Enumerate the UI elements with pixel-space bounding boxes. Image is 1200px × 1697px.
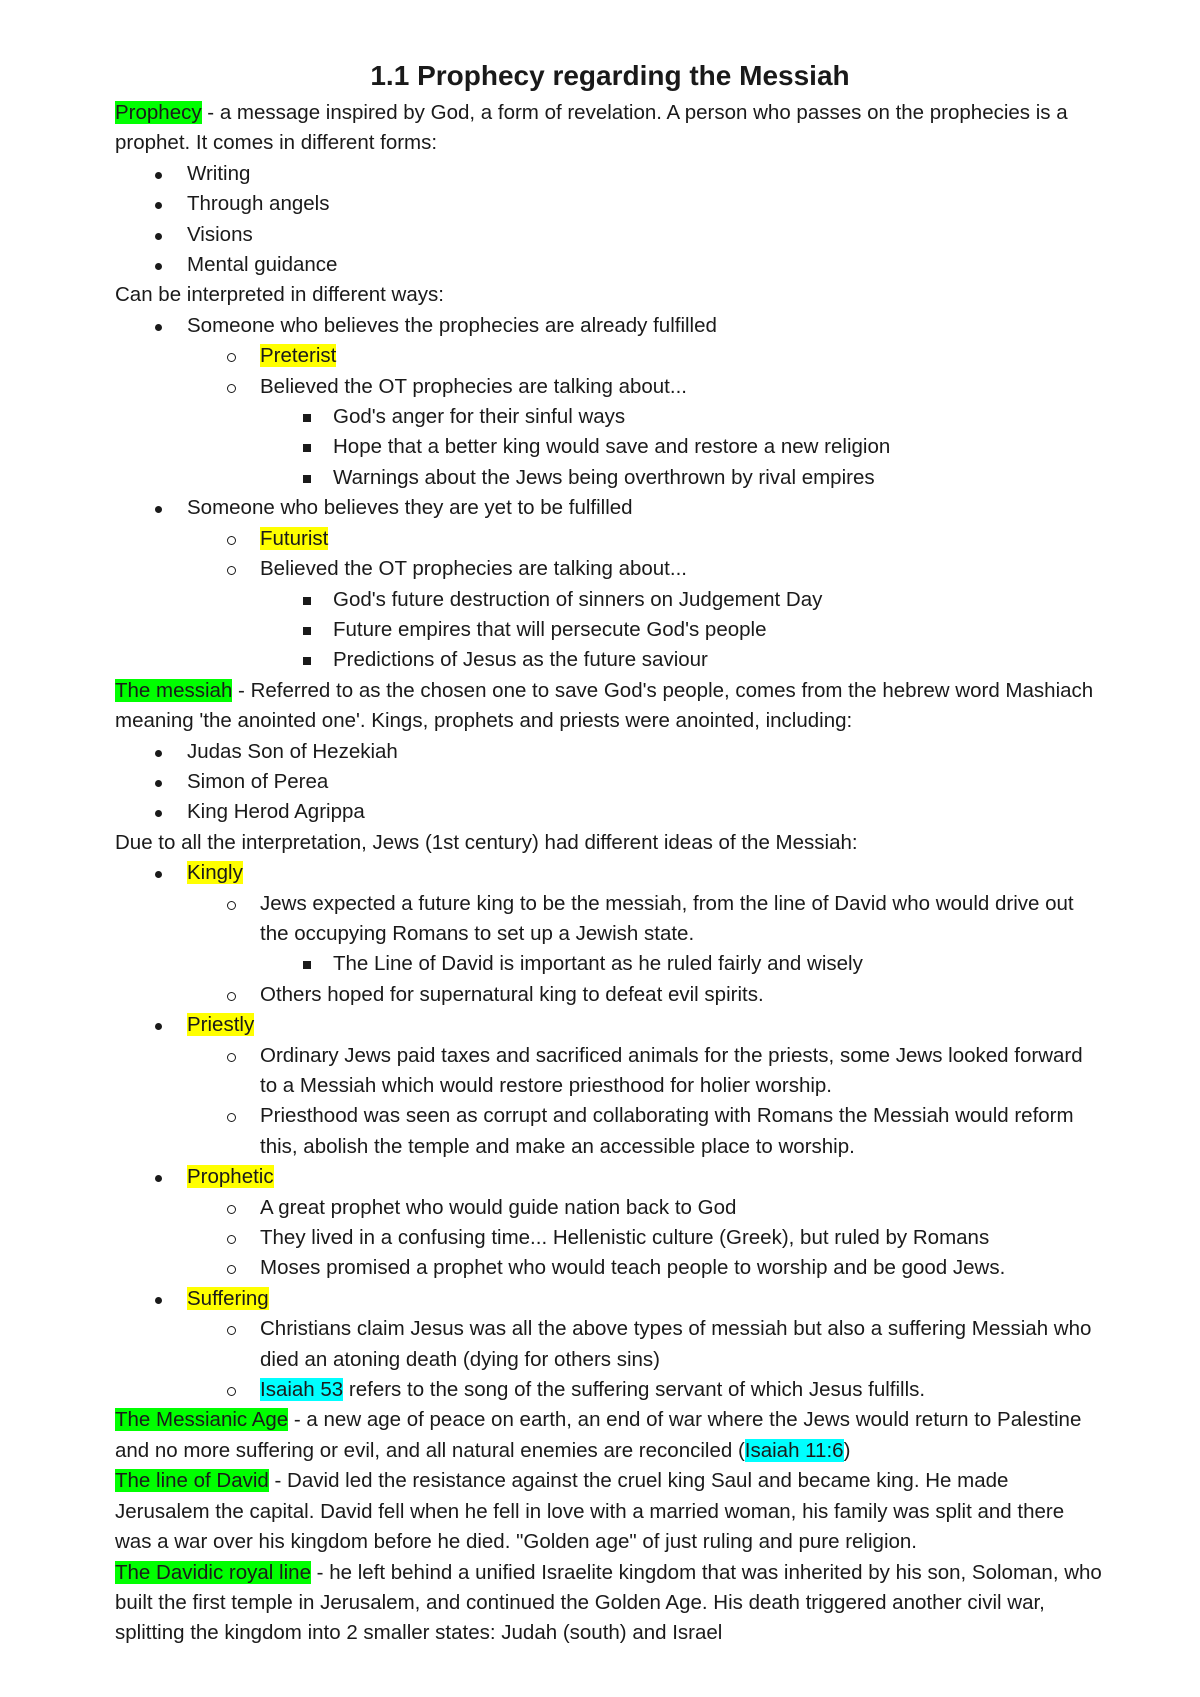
- term-futurist: Futurist: [260, 526, 329, 550]
- term-priestly: Priestly: [187, 1013, 255, 1037]
- messiah-examples-list: [115, 737, 1105, 828]
- interpretation-intro: Can be interpreted in different ways:: [115, 283, 444, 307]
- line-of-david-definition: The line of David - David led the resistance against the cruel king Saul and became king. He made Jerusalem the capital. David fell when he fell in love with a married woman, his family was split and there was a war over his kingdom before he died. "Golden age" of just ruling and pure religion.: [115, 1469, 1065, 1554]
- term-preterist: Preterist: [260, 344, 337, 368]
- list-item: [115, 858, 1105, 888]
- list-item: [115, 524, 1105, 554]
- list-item: [115, 1284, 1105, 1314]
- messiah-types-list: [115, 858, 1105, 1405]
- list-item: Believed the OT prophecies are talking about...: [115, 372, 1105, 402]
- prophecy-forms-list: [115, 159, 1105, 281]
- list-item: Isaiah 53 refers to the song of the suffering servant of which Jesus fulfills.: [115, 1375, 1105, 1405]
- term-prophecy: Prophecy: [115, 101, 202, 124]
- list-item: Through angels: [115, 189, 1105, 219]
- list-item: The Line of David is important as he ruled fairly and wisely: [115, 949, 1105, 979]
- list-item: A great prophet who would guide nation back to God: [115, 1193, 1105, 1223]
- term-suffering: Suffering: [187, 1286, 269, 1310]
- list-item: God's future destruction of sinners on Judgement Day: [115, 585, 1105, 615]
- list-item: Ordinary Jews paid taxes and sacrificed animals for the priests, some Jews looked forward to a Messiah which would restore priesthood for holier worship.: [115, 1041, 1105, 1102]
- list-item: God's anger for their sinful ways: [115, 402, 1105, 432]
- term-messianic-age: The Messianic Age: [115, 1408, 289, 1432]
- term-prophetic: Prophetic: [187, 1165, 274, 1189]
- page-title: 1.1 Prophecy regarding the Messiah: [370, 60, 850, 91]
- list-item: They lived in a confusing time... Hellenistic culture (Greek), but ruled by Romans: [115, 1223, 1105, 1253]
- list-item: Predictions of Jesus as the future saviour: [115, 645, 1105, 675]
- list-item: Visions: [115, 220, 1105, 250]
- list-item: [115, 1162, 1105, 1192]
- list-item: Mental guidance: [115, 250, 1105, 280]
- list-item: Jews expected a future king to be the messiah, from the line of David who would drive out the occupying Romans to set up a Jewish state.: [115, 889, 1105, 950]
- list-item: Others hoped for supernatural king to defeat evil spirits.: [115, 980, 1105, 1010]
- list-item: King Herod Agrippa: [115, 797, 1105, 827]
- list-item: Believed the OT prophecies are talking about...: [115, 554, 1105, 584]
- document-page: [115, 58, 1105, 1649]
- list-item: Simon of Perea: [115, 767, 1105, 797]
- term-davidic-royal-line: The Davidic royal line: [115, 1560, 311, 1584]
- ref-isaiah-53: Isaiah 53: [260, 1378, 344, 1402]
- term-messiah: The messiah: [115, 678, 233, 702]
- list-item: Priesthood was seen as corrupt and collaborating with Romans the Messiah would reform this, abolish the temple and make an accessible place to worship.: [115, 1101, 1105, 1162]
- term-kingly: Kingly: [187, 861, 243, 885]
- ref-isaiah-11-6: Isaiah 11:6: [744, 1438, 844, 1462]
- list-item: Someone who believes the prophecies are already fulfilled: [115, 311, 1105, 341]
- list-item: Warnings about the Jews being overthrown by rival empires: [115, 463, 1105, 493]
- list-item: Someone who believes they are yet to be fulfilled: [115, 493, 1105, 523]
- list-item: Christians claim Jesus was all the above types of messiah but also a suffering Messiah who died an atoning death (dying for others sins): [115, 1314, 1105, 1375]
- list-item: [115, 1010, 1105, 1040]
- interpretation-list: [115, 311, 1105, 676]
- davidic-line-definition: The Davidic royal line - he left behind a unified Israelite kingdom that was inherited by his son, Soloman, who built the first temple in Jerusalem, and continued the Golden Age. His death triggered another civil war, splitting the kingdom into 2 smaller states: Judah (south) and Israel: [115, 1560, 1102, 1645]
- list-item: Judas Son of Hezekiah: [115, 737, 1105, 767]
- list-item: [115, 341, 1105, 371]
- list-item: Future empires that will persecute God's people: [115, 615, 1105, 645]
- list-item: Hope that a better king would save and restore a new religion: [115, 432, 1105, 462]
- messiah-definition: The messiah - Referred to as the chosen one to save God's people, comes from the hebrew word Mashiach meaning 'the anointed one'. Kings, prophets and priests were anointed, including:: [115, 678, 1094, 733]
- list-item: Writing: [115, 159, 1105, 189]
- messianic-age-definition: The Messianic Age - a new age of peace on earth, an end of war where the Jews would return to Palestine and no more suffering or evil, and all natural enemies are reconciled (Isaiah 11:6): [115, 1408, 1082, 1462]
- ideas-intro: Due to all the interpretation, Jews (1st century) had different ideas of the Messiah:: [115, 830, 858, 854]
- term-line-of-david: The line of David: [115, 1469, 269, 1493]
- prophecy-definition: Prophecy - a message inspired by God, a form of revelation. A person who passes on the prophecies is a prophet. It comes in different forms:: [115, 101, 1068, 155]
- list-item: Moses promised a prophet who would teach people to worship and be good Jews.: [115, 1253, 1105, 1283]
